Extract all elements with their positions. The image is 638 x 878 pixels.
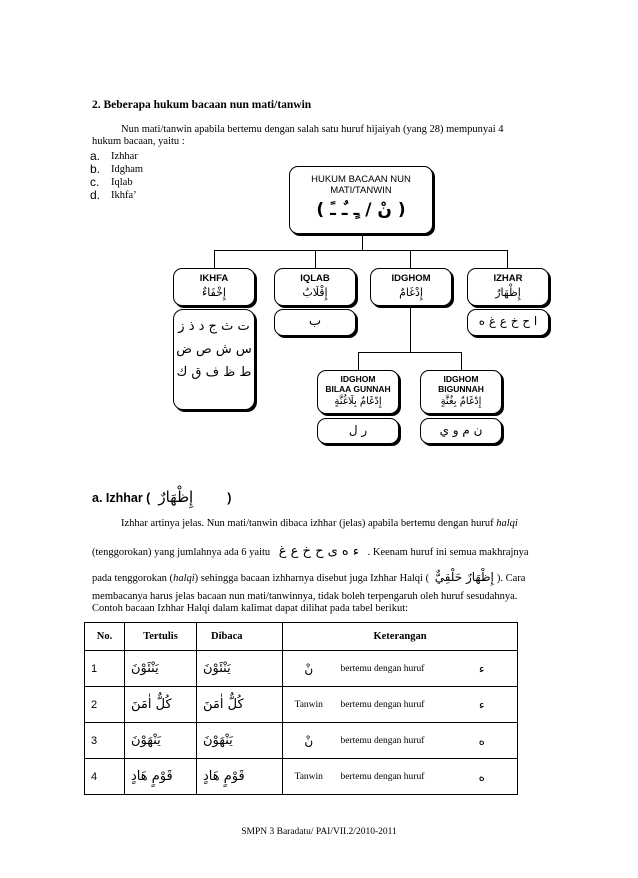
cell-jenis: Tanwin (283, 759, 335, 795)
izhhar-heading (92, 488, 231, 507)
cell-ket: bertemu dengan huruf (335, 759, 447, 795)
connector-line (214, 250, 215, 268)
option-letter: a. (90, 149, 101, 163)
body-text: ). Cara (496, 573, 526, 584)
cell-dibaca: كُلٌّ اٰمَنَ (197, 687, 283, 723)
cell-tertulis: كُلٌّ اٰمَنَ (125, 687, 197, 723)
cell-no: 1 (85, 651, 125, 687)
connector-line (461, 352, 462, 370)
bilaa-gunnah-letters: ر ل (348, 423, 368, 437)
izhhar-examples-table (84, 622, 518, 795)
cell-tertulis: قَوْمٍ هَادٍ (125, 759, 197, 795)
bilaa-gunnah-letters-box (317, 418, 399, 444)
iqlab-box (274, 268, 356, 306)
body-text: ) sehingga bacaan izhharnya disebut juga Izhhar Halqi ( (194, 573, 430, 584)
izhar-arabic: إِظْهَارٌ (495, 286, 521, 299)
ikhfa-letters-row: ت ث ج د ذ ز (178, 319, 250, 334)
connector-line (362, 235, 363, 250)
connector-line (315, 250, 316, 268)
ikhfa-letters-box (173, 309, 255, 410)
cell-ket: bertemu dengan huruf (335, 687, 447, 723)
connector-line (410, 250, 411, 268)
body-text: pada tenggorokan ( (92, 573, 174, 584)
cell-dibaca: قَوْمٍ هَادٍ (197, 759, 283, 795)
bilaa-gunnah-arabic: إِدْغَامٌ بِلَاغُنَّةٍ (334, 396, 382, 407)
body-text: . Keenam huruf ini semua makhrajnya (367, 547, 529, 558)
section-title: 2. Beberapa hukum bacaan nun mati/tanwin (92, 99, 312, 111)
idghom-box (370, 268, 452, 306)
cell-huruf: ء (447, 687, 518, 723)
root-label-line1: HUKUM BACAAN NUN (311, 174, 411, 185)
body-line-5: Contoh bacaan Izhhar Halqi dalam kalimat dapat dilihat pada tabel berikut: (92, 603, 409, 614)
halqi-letters: ء ه ى ح خ ع غ (278, 544, 359, 559)
izhar-label: IZHAR (493, 273, 523, 284)
cell-no: 4 (85, 759, 125, 795)
izhhar-halqi-arabic: إِظْهَارٌ حَلْقِيٌّ (434, 570, 494, 584)
cell-no: 3 (85, 723, 125, 759)
root-arabic: ( نْ / ـٍ ـٌ ـً ) (316, 200, 406, 220)
idghom-label: IDGHOM (391, 273, 431, 284)
connector-line (358, 352, 462, 353)
connector-line (410, 305, 411, 352)
option-letter: c. (90, 175, 100, 189)
option-letter: b. (90, 162, 101, 176)
cell-tertulis: يَنْئَوْنَ (125, 651, 197, 687)
idghom-bilaa-gunnah-box (317, 370, 399, 414)
iqlab-letters-box (274, 309, 356, 336)
bigunnah-arabic: إِدْغَامٌ بِغُنَّةٍ (440, 396, 482, 407)
connector-line (358, 352, 359, 370)
header-no: No. (85, 623, 125, 651)
ikhfa-letters-row: س ش ص ض (176, 342, 252, 357)
cell-dibaca: يَنْهَوْنَ (197, 723, 283, 759)
body-line-3 (92, 570, 525, 586)
bigunnah-line1: IDGHOM (443, 374, 479, 384)
option-text: Iqlab (111, 177, 133, 188)
root-label-line2: MATI/TANWIN (330, 185, 392, 196)
izhar-box (467, 268, 549, 306)
body-line-1 (121, 516, 518, 531)
iqlab-letters: ب (308, 314, 322, 329)
heading-prefix: a. Izhhar ( (92, 491, 151, 505)
izhar-letters: ا ح خ ع غ ه (478, 314, 538, 328)
idghom-arabic: إِدْغَامٌ (399, 286, 423, 299)
intro-line-2: hukum bacaan, yaitu : (92, 136, 185, 147)
bigunnah-letters-box (420, 418, 502, 444)
intro-line-1: Nun mati/tanwin apabila bertemu dengan salah satu huruf hijaiyah (yang 28) mempunyai 4 (121, 124, 504, 135)
header-keterangan: Keterangan (283, 623, 518, 651)
body-text: (tenggorokan) yang jumlahnya ada 6 yaitu (92, 547, 271, 558)
option-letter: d. (90, 188, 101, 202)
option-item (90, 189, 143, 202)
cell-dibaca: يَنْئَوْنَ (197, 651, 283, 687)
cell-huruf: ه (447, 723, 518, 759)
iqlab-label: IQLAB (300, 273, 330, 284)
bilaa-gunnah-line1: IDGHOM (340, 374, 376, 384)
cell-jenis: Tanwin (283, 687, 335, 723)
ikhfa-box (173, 268, 255, 306)
diagram-root-box (289, 166, 433, 234)
bilaa-gunnah-line2: BILAA GUNNAH (325, 384, 391, 394)
idghom-bigunnah-box (420, 370, 502, 414)
page-footer: SMPN 3 Baradatu/ PAI/VII.2/2010-2011 (241, 827, 397, 837)
cell-huruf: ء (447, 651, 518, 687)
option-text: Idgham (111, 164, 144, 175)
option-text: Izhhar (111, 151, 138, 162)
bigunnah-letters: ن م و ي (439, 423, 483, 437)
cell-jenis: نْ (283, 723, 335, 759)
options-list (90, 150, 143, 202)
body-line-4: membacanya harus jelas bacaan nun mati/tanwinnya, tidak boleh terpengaruh oleh huruf sesudahnya. (92, 591, 518, 602)
heading-suffix: ) (227, 491, 232, 505)
izhar-letters-box (467, 309, 549, 336)
cell-jenis: نْ (283, 651, 335, 687)
ikhfa-label: IKHFA (199, 273, 229, 284)
table-row (85, 759, 518, 795)
body-line-2 (92, 544, 529, 560)
body-italic: halqi (173, 573, 195, 584)
cell-no: 2 (85, 687, 125, 723)
cell-ket: bertemu dengan huruf (335, 651, 447, 687)
table-row (85, 723, 518, 759)
cell-tertulis: يَنْهَوْنَ (125, 723, 197, 759)
bigunnah-line2: BIGUNNAH (438, 384, 484, 394)
header-tertulis: Tertulis (125, 623, 197, 651)
connector-line (214, 250, 508, 251)
connector-line (507, 250, 508, 268)
body-text: Izhhar artinya jelas. Nun mati/tanwin dibaca izhhar (jelas) apabila bertemu dengan huruf (121, 518, 497, 529)
cell-huruf: ه (447, 759, 518, 795)
header-dibaca: Dibaca (197, 623, 283, 651)
heading-arabic: إِظْهَارٌ (158, 488, 194, 506)
table-header-row (85, 623, 518, 651)
cell-ket: bertemu dengan huruf (335, 723, 447, 759)
iqlab-arabic: إِقْلَابٌ (302, 286, 328, 299)
ikhfa-letters-row: ط ظ ف ق ك (176, 365, 252, 380)
body-italic: halqi (496, 518, 518, 529)
table-row (85, 687, 518, 723)
option-text: Ikhfa’ (111, 190, 137, 201)
table-row (85, 651, 518, 687)
ikhfa-arabic: إِخْفَاءٌ (202, 286, 226, 299)
